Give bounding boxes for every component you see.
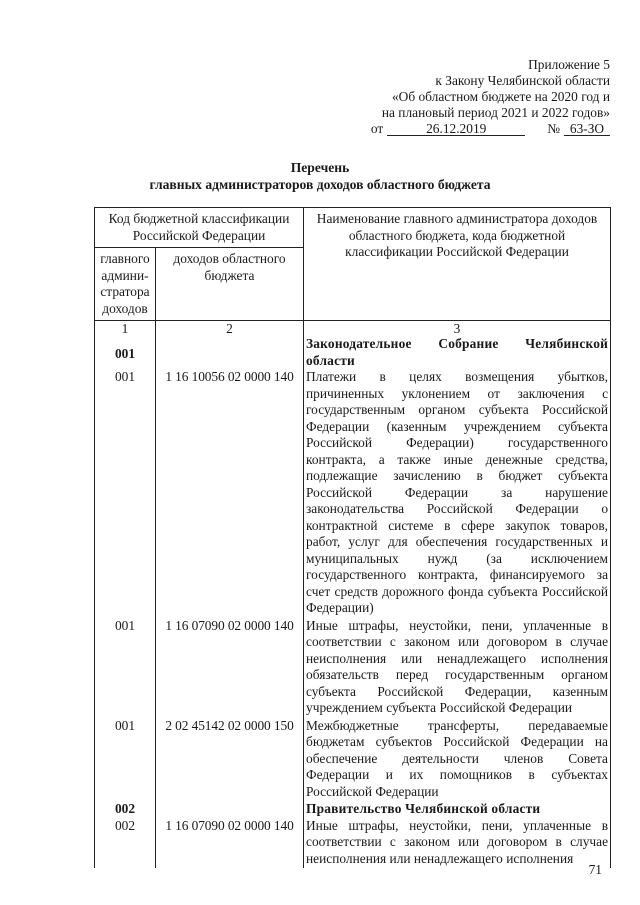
org-name: Законодательное Собрание Челябинской области — [304, 336, 611, 369]
admin-code: 002 — [95, 818, 156, 869]
title-line: главных администраторов доходов областного бюджета — [149, 177, 491, 192]
from-label: от — [370, 121, 384, 136]
appendix-line: на плановый период 2021 и 2022 годов» — [381, 105, 610, 120]
appendix-date-line — [310, 121, 610, 137]
revenue-column-header: доходов областного бюджета — [156, 248, 304, 321]
table-row — [95, 718, 611, 802]
admin-column-header: главного админи-стратора доходов — [95, 248, 156, 321]
admin-code: 001 — [95, 369, 156, 618]
law-date: 26.12.2019 — [387, 122, 525, 136]
page-number: 71 — [588, 862, 602, 877]
column-number: 3 — [304, 321, 611, 337]
column-number: 1 — [95, 321, 156, 337]
revenue-name: Иные штрафы, неустойки, пени, уплаченные в соответствии с законом или договором в случае неисполнения или ненадлежащего исполнения — [304, 818, 611, 869]
appendix-line: «Об областном бюджете на 2020 год и — [391, 89, 610, 104]
revenue-name: Межбюджетные трансферты, передаваемые бюджетам субъектов Российской Федерации на обеспечение деятельности членов Совета Федерации и их помощников в субъектах Российской Федерации — [304, 718, 611, 802]
org-code: 001 — [95, 336, 156, 369]
admin-code: 001 — [95, 618, 156, 718]
kbk-code: 2 02 45142 02 0000 150 — [156, 718, 304, 802]
kbk-group-header: Код бюджетной классификации Российской Федерации — [95, 208, 304, 248]
org-name: Правительство Челябинской области — [304, 801, 611, 818]
title-line: Перечень — [290, 160, 350, 175]
appendix-block — [310, 57, 610, 137]
name-column-header: Наименование главного администратора доходов областного бюджета, кода бюджетной классификации Российской Федерации — [304, 208, 611, 321]
number-symbol: № — [547, 121, 560, 136]
law-number: 63-ЗО — [564, 122, 610, 136]
kbk-code: 1 16 07090 02 0000 140 — [156, 618, 304, 718]
table-row-org — [95, 336, 611, 369]
admin-code: 001 — [95, 718, 156, 802]
kbk-code: 1 16 07090 02 0000 140 — [156, 818, 304, 869]
column-number: 2 — [156, 321, 304, 337]
table-row — [95, 618, 611, 718]
appendix-line: к Закону Челябинской области — [435, 73, 610, 88]
table-row-org — [95, 801, 611, 818]
revenue-name: Платежи в целях возмещения убытков, причиненных уклонением от заключения с государственным органом субъекта Российской Федерации (казенным учреждением субъекта Российской Федерации) государственного контракта, а также иные денежные средства, подлежащие зачислению в бюджет субъекта Российской Федерации за нарушение законодательства Российской Федерации о контрактной системе в сфере закупок товаров, работ, услуг для обеспечения государственных и муниципальных нужд (за исключением государственного контракта, финансируемого за счет средств дорожного фонда субъекта Российской Федерации) — [304, 369, 611, 618]
document-title — [0, 159, 640, 193]
table-row — [95, 369, 611, 618]
table-row — [95, 818, 611, 869]
appendix-line: Приложение 5 — [528, 57, 610, 72]
org-code: 002 — [95, 801, 156, 818]
revenue-name: Иные штрафы, неустойки, пени, уплаченные в соответствии с законом или договором в случае неисполнения или ненадлежащего исполнения обязательств перед государственным органом субъекта Российской Федерации, казенным учреждением субъекта Российской Федерации — [304, 618, 611, 718]
administrators-table — [94, 207, 611, 868]
kbk-code: 1 16 10056 02 0000 140 — [156, 369, 304, 618]
